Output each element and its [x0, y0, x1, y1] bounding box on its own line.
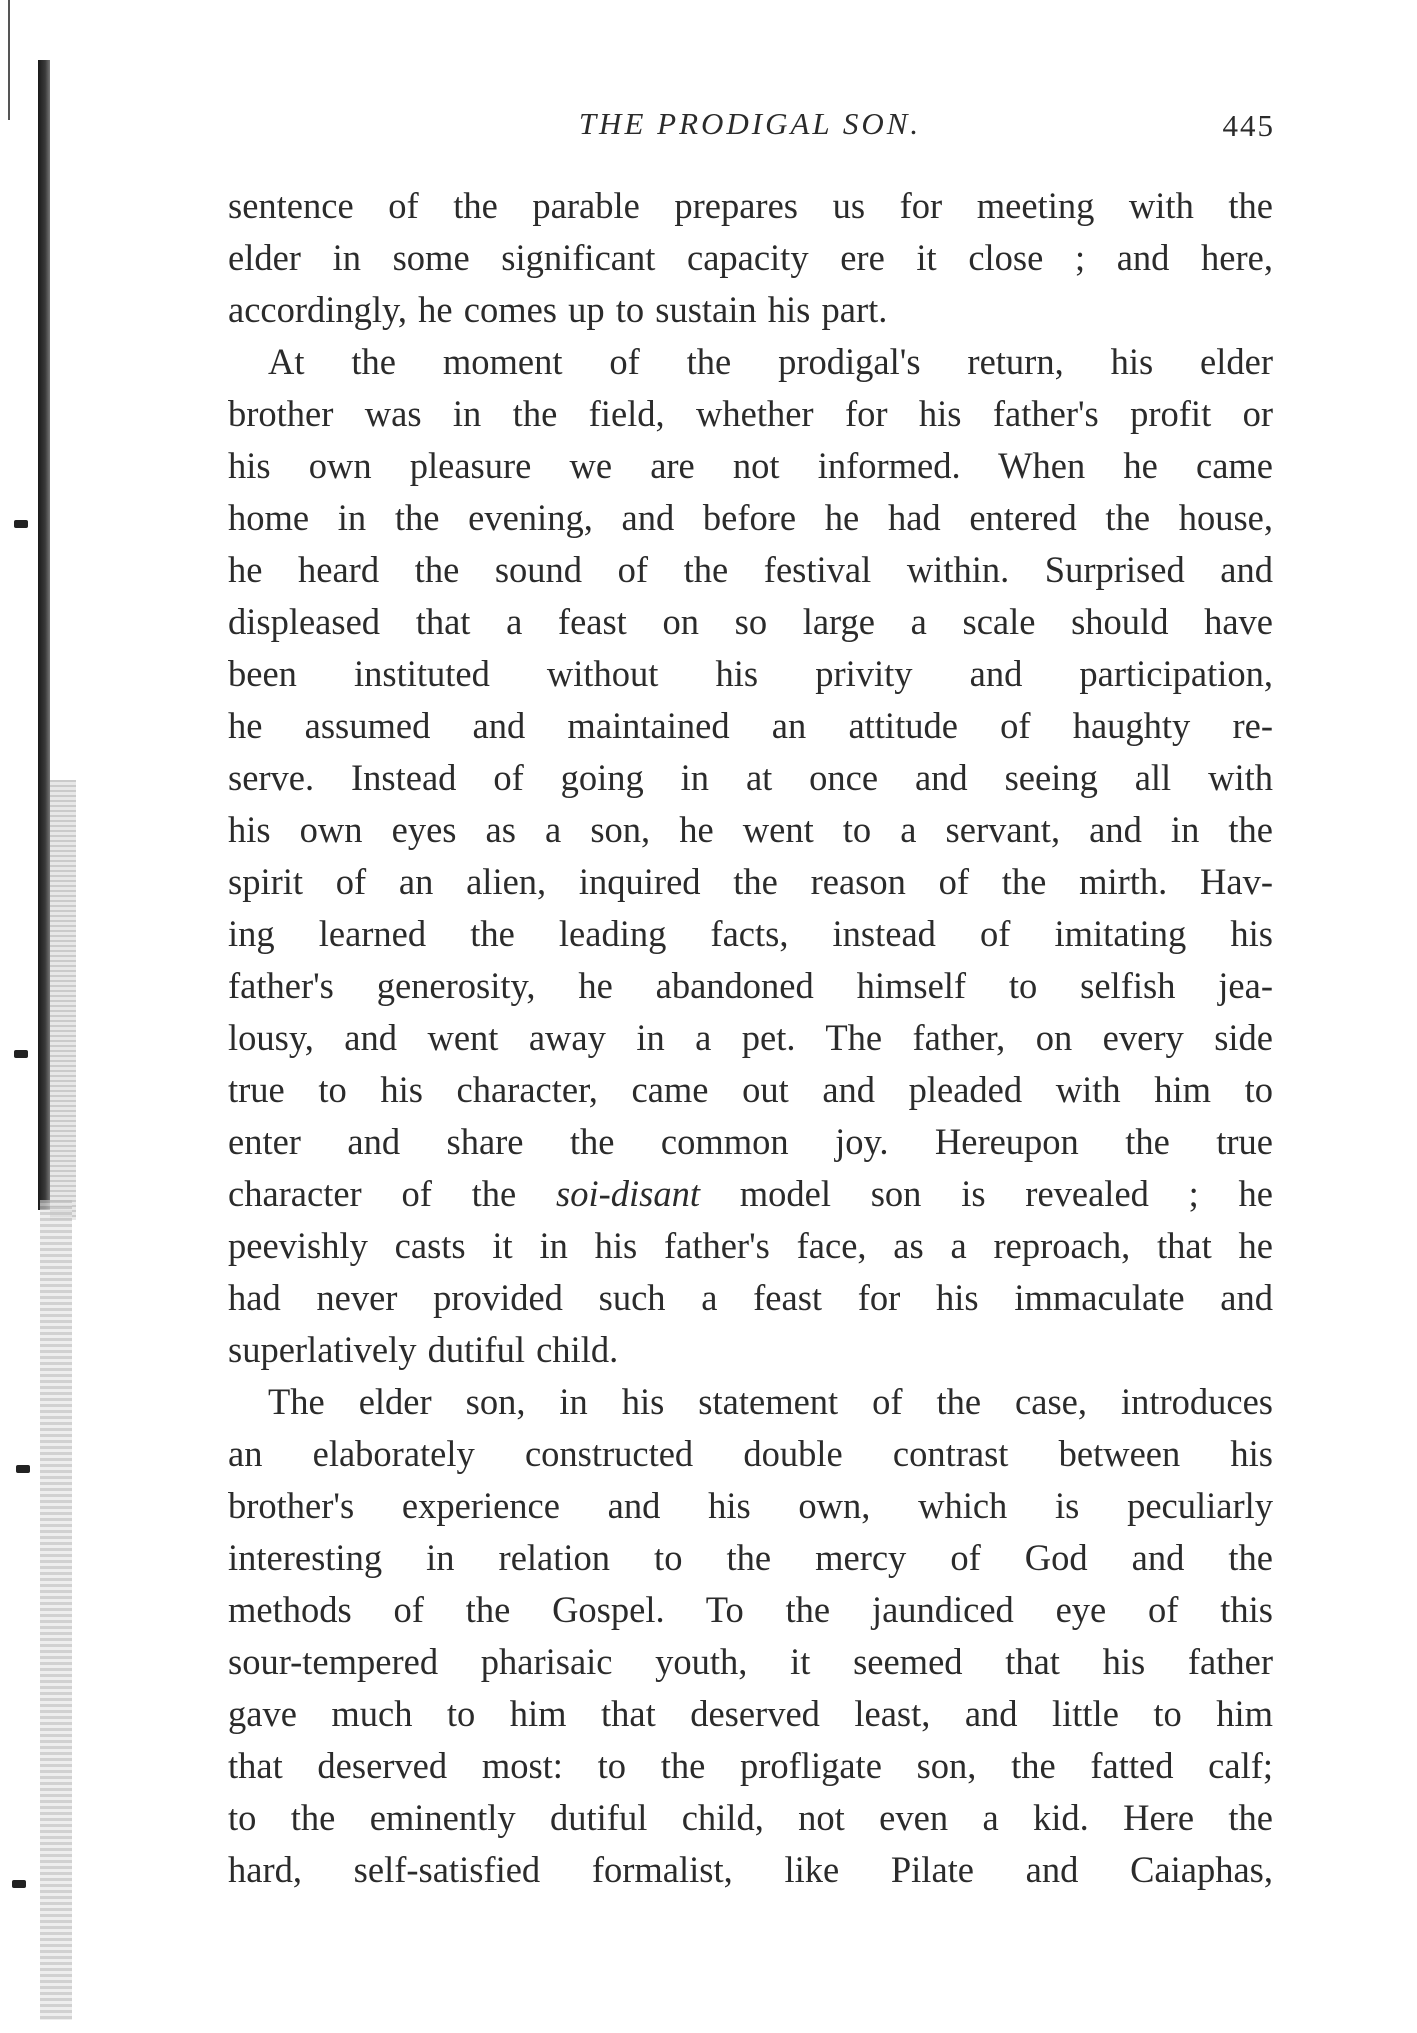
text-line: methods of the Gospel. To the jaundiced eye of this: [228, 1589, 1273, 1630]
text-line: his own pleasure we are not informed. When he came: [228, 445, 1273, 486]
text-line: hard, self-satisfied formalist, like Pilate and Caiaphas,: [228, 1849, 1273, 1890]
page-number: 445: [1222, 108, 1275, 143]
text-line: that deserved most: to the profligate son, the fatted calf;: [228, 1745, 1273, 1786]
text-line: interesting in relation to the mercy of God and the: [228, 1537, 1273, 1578]
text-line: ing learned the leading facts, instead of imitating his: [228, 913, 1273, 954]
text-line: [228, 1168, 1273, 1220]
binding-mark: [12, 1880, 26, 1888]
text-line: sour-tempered pharisaic youth, it seemed that his father: [228, 1641, 1273, 1682]
book-binding-edge: [0, 0, 90, 2033]
text-line: been instituted without his privity and participation,: [228, 653, 1273, 694]
text-line: father's generosity, he abandoned himself to selfish jea-: [228, 965, 1273, 1006]
text-line: brother was in the field, whether for his father's profit or: [228, 393, 1273, 434]
binding-mark: [14, 1050, 28, 1058]
text-line: his own eyes as a son, he went to a servant, and in the: [228, 809, 1273, 850]
text-line: accordingly, he comes up to sustain his part.: [228, 289, 888, 330]
text-line: true to his character, came out and pleaded with him to: [228, 1069, 1273, 1110]
italic-term: soi-disant: [555, 1173, 700, 1214]
text-line: to the eminently dutiful child, not even a kid. Here the: [228, 1797, 1273, 1838]
text-line: superlatively dutiful child.: [228, 1329, 619, 1370]
text-line: peevishly casts it in his father's face, as a reproach, that he: [228, 1225, 1273, 1266]
text-line: had never provided such a feast for his immaculate and: [228, 1277, 1273, 1318]
binding-mark: [14, 520, 28, 528]
text-line: elder in some significant capacity ere it close ; and here,: [228, 237, 1273, 278]
spine-shading: [50, 780, 76, 1220]
spine-fade: [40, 1200, 72, 2020]
text-line: enter and share the common joy. Hereupon the true: [228, 1121, 1273, 1162]
text-line: home in the evening, and before he had entered the house,: [228, 497, 1273, 538]
text-line: sentence of the parable prepares us for meeting with the: [228, 185, 1273, 226]
page-edge-line: [8, 0, 10, 120]
running-title: THE PRODIGAL SON.: [578, 106, 922, 141]
text-line: At the moment of the prodigal's return, his elder: [268, 341, 1273, 382]
text-line: gave much to him that deserved least, and little to him: [228, 1693, 1273, 1734]
text-line: lousy, and went away in a pet. The father, on every side: [228, 1017, 1273, 1058]
text-line: displeased that a feast on so large a scale should have: [228, 601, 1273, 642]
text-line: spirit of an alien, inquired the reason of the mirth. Hav-: [228, 861, 1273, 902]
text-line: he assumed and maintained an attitude of haughty re-: [228, 705, 1273, 746]
body-text: [228, 180, 1273, 1896]
spine-shadow: [38, 60, 50, 1210]
text-segment: character of the: [228, 1173, 556, 1214]
text-line: The elder son, in his statement of the case, introduces: [268, 1381, 1273, 1422]
text-segment: model son is revealed ; he: [699, 1173, 1273, 1214]
text-line: serve. Instead of going in at once and seeing all with: [228, 757, 1273, 798]
text-line: brother's experience and his own, which is peculiarly: [228, 1485, 1273, 1526]
text-line: an elaborately constructed double contrast between his: [228, 1433, 1273, 1474]
text-line: he heard the sound of the festival within. Surprised and: [228, 549, 1273, 590]
page-header: [225, 106, 1275, 146]
binding-mark: [16, 1465, 30, 1473]
